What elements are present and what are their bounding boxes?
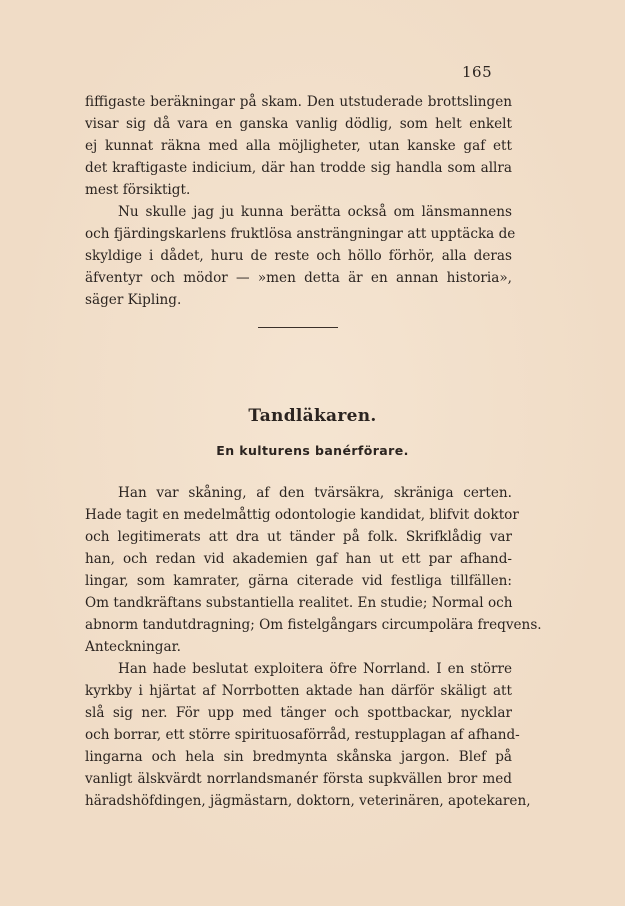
section-divider (258, 327, 338, 328)
text-line: det kraftigaste indicium, där han trodde sig handla som allra (85, 160, 512, 176)
text-line: mest försiktigt. (85, 182, 191, 198)
text-line: häradshöfdingen, jägmästarn, doktorn, veterinären, apotekaren, (85, 793, 531, 809)
text-line: skyldige i dådet, huru de reste och höllo förhör, alla deras (85, 248, 512, 264)
text-line: Om tandkräftans substantiella realitet. En studie; Normal och (85, 595, 513, 611)
text-line: Han hade beslutat exploitera öfre Norrland. I en större (118, 661, 512, 677)
text-line: och borrar, ett större spirituosaförråd, restupplagan af afhand- (85, 727, 520, 743)
text-line: lingar, som kamrater, gärna citerade vid festliga tillfällen: (85, 573, 512, 589)
text-line: Nu skulle jag ju kunna berätta också om länsmannens (118, 204, 512, 220)
section-title: Tandläkaren. (248, 406, 377, 426)
text-line: han, och redan vid akademien gaf han ut ett par afhand- (85, 551, 512, 567)
text-line: slå sig ner. För upp med tänger och spottbackar, nycklar (85, 705, 512, 721)
text-line: Hade tagit en medelmåttig odontologie kandidat, blifvit doktor (85, 507, 519, 523)
text-line: äfventyr och mödor — »men detta är en annan historia», (85, 270, 512, 286)
page-number: 165 (462, 63, 493, 81)
text-line: vanligt älskvärdt norrlandsmanér första supkvällen bror med (85, 771, 512, 787)
text-line: Han var skåning, af den tvärsäkra, skräniga certen. (118, 485, 512, 501)
text-line: och legitimerats att dra ut tänder på folk. Skrifklådig var (85, 529, 512, 545)
text-line: Anteckningar. (85, 639, 181, 655)
text-line: fiffigaste beräkningar på skam. Den utstuderade brottslingen (85, 94, 512, 110)
text-line: kyrkby i hjärtat af Norrbotten aktade han därför skäligt att (85, 683, 512, 699)
text-line: ej kunnat räkna med alla möjligheter, utan kanske gaf ett (85, 138, 512, 154)
text-line: och fjärdingskarlens fruktlösa ansträngningar att upptäcka de (85, 226, 516, 242)
text-line: visar sig då vara en ganska vanlig dödlig, som helt enkelt (85, 116, 512, 132)
text-line: lingarna och hela sin bredmynta skånska jargon. Blef på (85, 749, 512, 765)
text-line: abnorm tandutdragning; Om fistelgångars circumpolära freqvens. (85, 617, 542, 633)
text-line: säger Kipling. (85, 292, 182, 308)
section-subtitle: En kulturens banérförare. (216, 443, 409, 458)
